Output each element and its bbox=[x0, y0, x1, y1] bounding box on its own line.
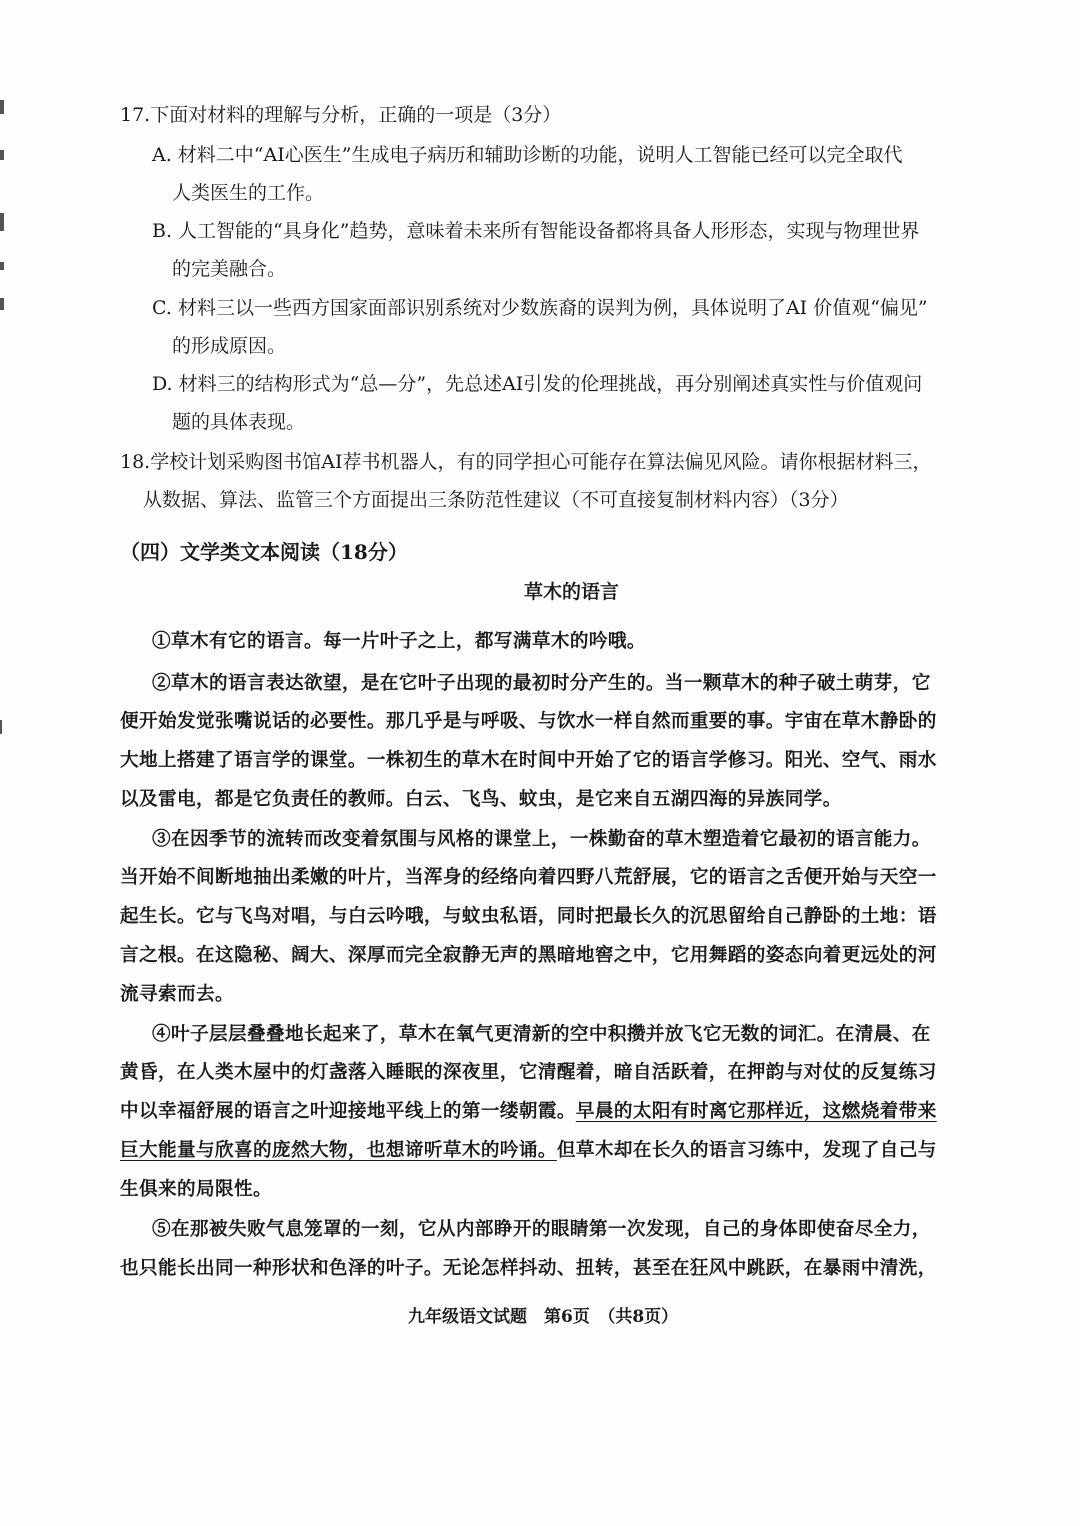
passage-line: 大地上搭建了语言学的课堂。一株初生的草木在时间中开始了它的语言学修习。阳光、空气、雨水 bbox=[120, 750, 937, 771]
passage-line: 流寻索而去。 bbox=[120, 984, 234, 1005]
section-heading: （四）文学类文本阅读（18分） bbox=[120, 540, 408, 564]
passage-line: 便开始发觉张嘴说话的必要性。那几乎是与呼吸、与饮水一样自然而重要的事。宇宙在草木静卧的 bbox=[120, 711, 937, 732]
passage-paragraph-3: ③在因季节的流转而改变着氛围与风格的课堂上，一株勤奋的草木塑造着它最初的语言能力。 bbox=[152, 829, 931, 850]
q17-option-b: B. 人工智能的“具身化”趋势，意味着未来所有智能设备都将具备人形形态，实现与物理世界 bbox=[152, 220, 920, 242]
q18-stem: 18.学校计划采购图书馆AI荐书机器人，有的同学担心可能存在算法偏见风险。请你根据材料三， bbox=[120, 451, 932, 473]
passage-line: 当开始不间断地抽出柔嫩的叶片，当浑身的经络向着四野八荒舒展，它的语言之舌便开始与天空一 bbox=[120, 867, 937, 888]
passage-text: 中以幸福舒展的语言之叶迎接地平线上的第一缕朝霞。 bbox=[120, 1101, 576, 1122]
passage-line: 起生长。它与飞鸟对唱，与白云吟哦，与蚊虫私语，同时把最长久的沉思留给自己静卧的土地：语 bbox=[120, 906, 937, 927]
passage-line bbox=[120, 1139, 937, 1163]
passage-paragraph-5: ⑤在那被失败气息笼罩的一刻，它从内部睁开的眼睛第一次发现，自己的身体即使奋尽全力， bbox=[152, 1219, 931, 1240]
passage-line: 也只能长出同一种形状和色泽的叶子。无论怎样抖动、扭转，甚至在狂风中跳跃，在暴雨中清洗， bbox=[120, 1258, 937, 1279]
passage-line bbox=[120, 1100, 937, 1124]
q17-stem: 17.下面对材料的理解与分析，正确的一项是（3分） bbox=[120, 104, 562, 126]
q17-option-a: A. 材料二中“AI心医生”生成电子病历和辅助诊断的功能，说明人工智能已经可以完全取代 bbox=[152, 144, 903, 166]
q18-stem-cont: 从数据、算法、监管三个方面提出三条防范性建议（不可直接复制材料内容）（3分） bbox=[143, 489, 849, 511]
passage-line: 生俱来的局限性。 bbox=[120, 1179, 272, 1200]
q17-option-c-cont: 的形成原因。 bbox=[172, 335, 287, 357]
q17-option-c: C. 材料三以一些西方国家面部识别系统对少数族裔的误判为例，具体说明了AI 价值观“偏见” bbox=[152, 297, 928, 319]
article-title: 草木的语言 bbox=[524, 581, 620, 603]
q17-option-d-cont: 题的具体表现。 bbox=[172, 411, 306, 433]
q17-option-d: D. 材料三的结构形式为“总—分”，先总述AI引发的伦理挑战，再分别阐述真实性与价值观问 bbox=[152, 373, 923, 395]
margin-mark bbox=[0, 262, 4, 270]
page-footer: 九年级语文试题 第6页 （共8页） bbox=[408, 1307, 679, 1327]
margin-mark bbox=[0, 150, 4, 160]
margin-mark bbox=[0, 720, 2, 734]
underlined-sentence: 早晨的太阳有时离它那样近，这燃烧着带来 bbox=[575, 1101, 937, 1122]
margin-mark bbox=[0, 213, 4, 231]
q17-option-a-cont: 人类医生的工作。 bbox=[172, 182, 325, 204]
underlined-sentence: 巨大能量与欣喜的庞然大物，也想谛听草木的吟诵。 bbox=[120, 1140, 557, 1161]
passage-line: 以及雷电，都是它负责任的教师。白云、飞鸟、蚊虫，是它来自五湖四海的异族同学。 bbox=[120, 789, 842, 810]
passage-paragraph-4: ④叶子层层叠叠地长起来了，草木在氧气更清新的空中积攒并放飞它无数的词汇。在清晨、在 bbox=[152, 1024, 931, 1045]
passage-paragraph-1: ①草木有它的语言。每一片叶子之上，都写满草木的吟哦。 bbox=[152, 631, 646, 652]
margin-mark bbox=[0, 100, 4, 114]
passage-text: 但草木却在长久的语言习练中，发现了自己与 bbox=[556, 1140, 937, 1161]
q17-option-b-cont: 的完美融合。 bbox=[172, 258, 287, 280]
passage-line: 言之根。在这隐秘、阔大、深厚而完全寂静无声的黑暗地窖之中，它用舞蹈的姿态向着更远处的河 bbox=[120, 945, 937, 966]
passage-paragraph-2: ②草木的语言表达欲望，是在它叶子出现的最初时分产生的。当一颗草木的种子破土萌芽，它 bbox=[152, 673, 931, 694]
passage-line: 黄昏，在人类木屋中的灯盏落入睡眠的深夜里，它清醒着，暗自活跃着，在押韵与对仗的反复练习 bbox=[120, 1062, 937, 1083]
margin-mark bbox=[0, 298, 4, 310]
